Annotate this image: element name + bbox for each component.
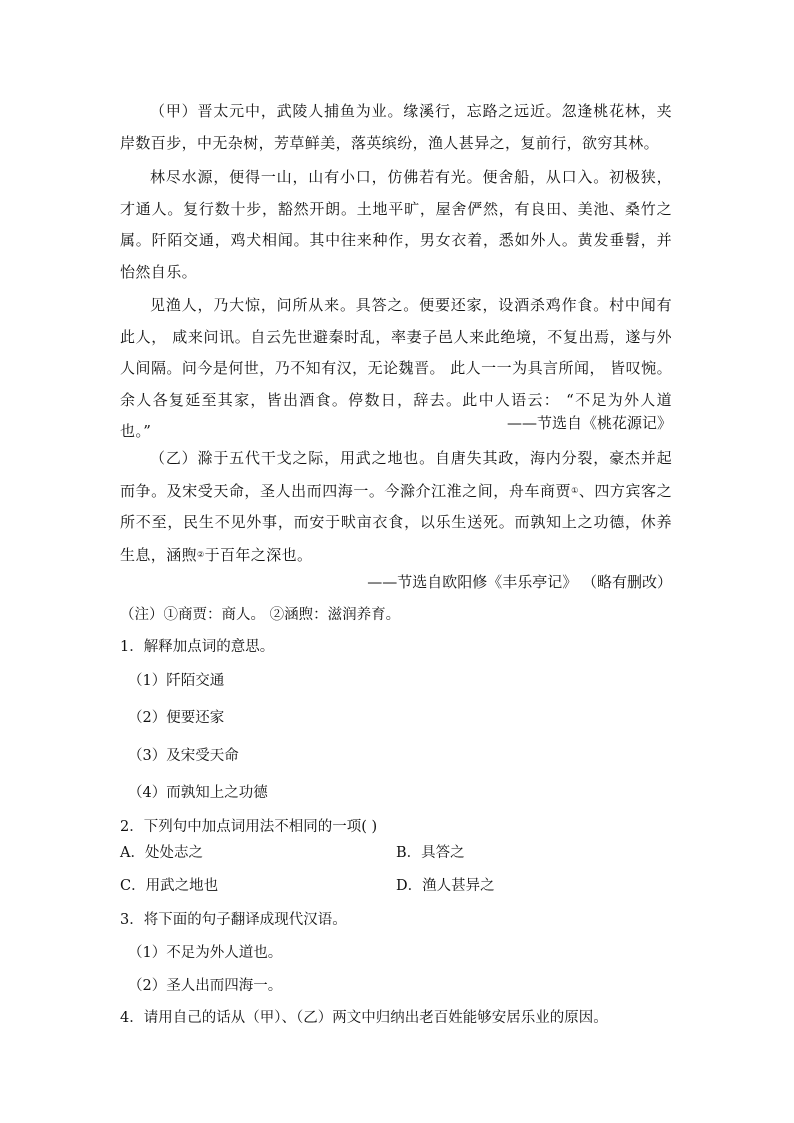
footnote: （注）①商贾：商人。 ②涵煦：滋润养育。: [120, 607, 401, 623]
question-1-item-3: （3）及宋受天命: [128, 748, 239, 764]
question-2-option-b: B．具答之: [396, 845, 465, 861]
question-2-option-c: C．用武之地也: [120, 878, 219, 894]
question-2-option-a: A．处处志之: [120, 845, 203, 861]
question-3-item-1: （1）不足为外人道也。: [128, 945, 283, 961]
question-2-option-d: D．渔人甚异之: [396, 878, 495, 894]
passage-yi-source: ——节选自欧阳修《丰乐亭记》 （略有删改）: [367, 573, 672, 591]
question-3-item-2: （2）圣人出而四海一。: [128, 978, 283, 994]
passage-yi-text-a: （乙）滁于五代干戈之际，用武之地也。自唐失其政，海内分裂，豪杰并起而争。及宋受天命，圣人出而四海一。今滁介江淮之间，舟车商贾: [120, 449, 672, 500]
question-1-item-1: （1）阡陌交通: [128, 673, 225, 689]
question-1-item-2: （2）便要还家: [128, 710, 225, 726]
passage-yi-paragraph: [120, 443, 672, 571]
passage-jia-paragraph-3: 见渔人，乃大惊，问所从来。具答之。便要还家，设酒杀鸡作食。村中闻有此人， 咸来问讯。自云先世避秦时乱，率妻子邑人来此绝境，不复出焉，遂与外人间隔。问今是何世，乃不知有汉，无论魏晋。 此人一一为具言所闻， 皆叹惋。余人各复延至其家，皆出酒食。停数日，辞去。此中人语云： “不足为外人道也。”: [120, 296, 672, 440]
question-1-title: 1．解释加点词的意思。: [120, 639, 275, 655]
passage-jia-paragraph-2: 林尽水源，便得一山，山有小口，仿佛若有光。便舍船，从口入。初极狭，才通人。复行数十步，豁然开朗。土地平旷，屋舍俨然，有良田、美池、桑竹之属。阡陌交通，鸡犬相闻。其中往来种作，男女衣着，悉如外人。黄发垂髫，并怡然自乐。: [120, 168, 672, 281]
passage-yi-text-c: 于百年之深也。: [204, 545, 313, 564]
question-4-title: 4．请用自己的话从（甲）、（乙）两文中归纳出老百姓能够安居乐业的原因。: [120, 1010, 608, 1026]
footnote-marker-2: ②: [197, 549, 205, 559]
footnote-marker-1: ①: [571, 485, 579, 495]
passage-jia-paragraph-1: （甲）晋太元中，武陵人捕鱼为业。缘溪行，忘路之远近。忽逢桃花林，夹岸数百步，中无杂树，芳草鲜美，落英缤纷，渔人甚异之，复前行，欲穷其林。: [120, 102, 672, 152]
passage-yi-text-b: 、四方宾客之所不至，民生不见外事，而安于畎亩衣食，以乐生送死。而孰知上之功德，休养生息，涵煦: [120, 481, 673, 564]
question-2-title: 2．下列句中加点词用法不相同的一项( ): [120, 819, 378, 835]
question-1-item-4: （4）而孰知上之功德: [128, 785, 268, 801]
passage-jia-source: ——节选自《桃花源记》: [506, 414, 672, 432]
question-3-title: 3．将下面的句子翻译成现代汉语。: [120, 912, 347, 928]
